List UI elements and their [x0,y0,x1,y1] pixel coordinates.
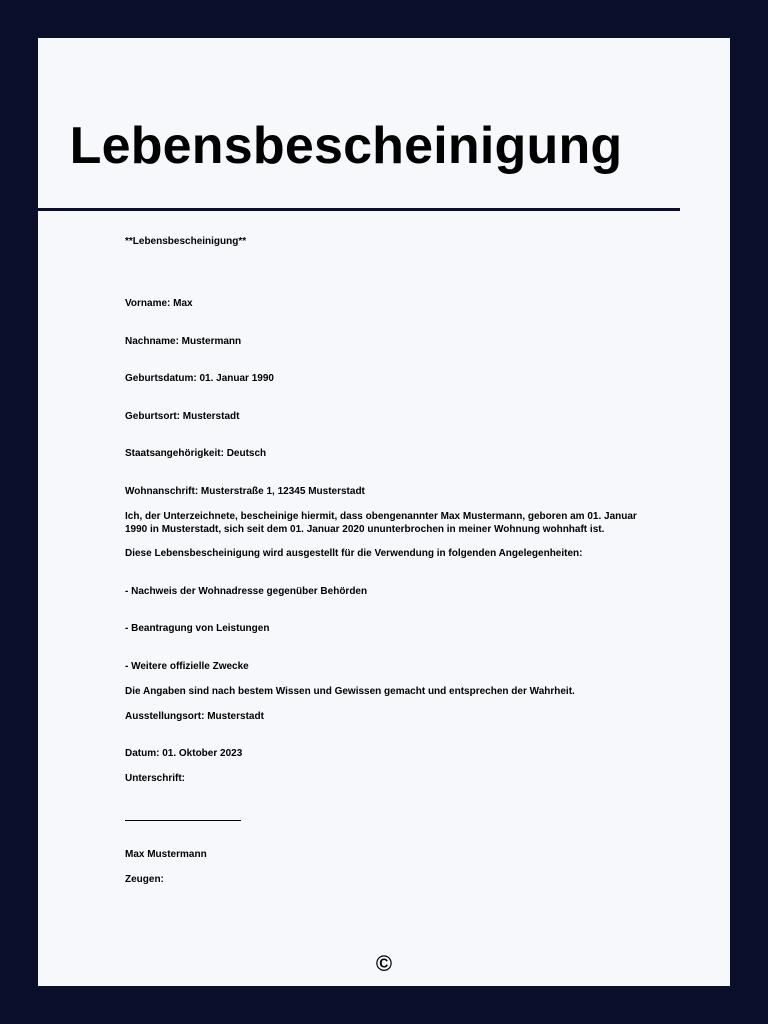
field-last-name: Nachname: Mustermann [125,336,242,347]
copyright-icon: © [375,951,393,976]
signature-label: Unterschrift: [125,773,186,784]
field-birth-place: Geburtsort: Musterstadt [125,411,240,422]
document-title: Lebensbescheinigung [69,117,623,175]
witnesses-label: Zeugen: [125,874,164,885]
declaration-text: Die Angaben sind nach bestem Wissen und Gewissen gemacht und entsprechen der Wahrheit. [125,686,575,697]
field-first-name: Vorname: Max [125,298,193,309]
purpose-item: - Weitere offizielle Zwecke [125,661,249,672]
field-address: Wohnanschrift: Musterstraße 1, 12345 Musterstadt [125,486,365,497]
issue-date: Datum: 01. Oktober 2023 [125,748,243,759]
purpose-item: - Nachweis der Wohnadresse gegenüber Behörden [125,586,368,597]
signer-name: Max Mustermann [125,849,207,860]
issue-place: Ausstellungsort: Musterstadt [125,711,264,722]
document-subtitle: **Lebensbescheinigung** [125,236,247,247]
title-divider [12,208,680,211]
statement-paragraph: Ich, der Unterzeichnete, bescheinige hiermit, dass obengenannter Max Mustermann, geboren am 01. Januar 1990 in Musterstadt, sich seit dem 01. Januar 2020 ununterbrochen in meiner Wohnung wohnhaft ist. [125,511,637,535]
purpose-intro: Diese Lebensbescheinigung wird ausgestellt für die Verwendung in folgenden Angelegenheiten: [125,548,583,559]
field-nationality: Staatsangehörigkeit: Deutsch [125,448,267,459]
purpose-item: - Beantragung von Leistungen [125,623,270,634]
signature-line [125,820,241,821]
field-birth-date: Geburtsdatum: 01. Januar 1990 [125,373,274,384]
